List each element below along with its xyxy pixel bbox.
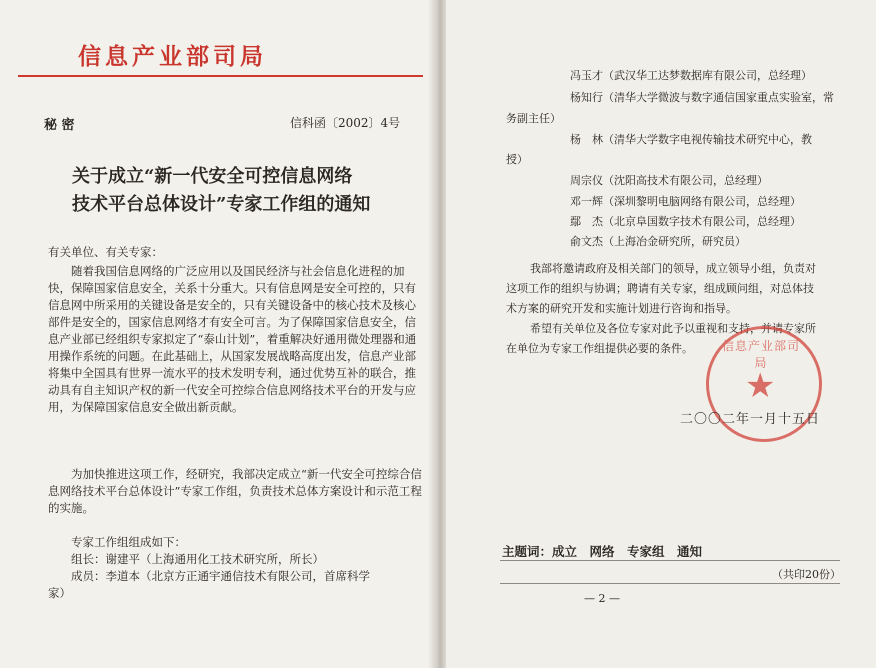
- divider: [500, 583, 840, 584]
- paragraph-3-line: 我部将邀请政府及相关部门的领导，成立领导小组，负责对: [530, 262, 816, 275]
- title-line-2: 技术平台总体设计”专家工作组的通知: [72, 194, 371, 215]
- paragraph-1: 随着我国信息网络的广泛应用以及国民经济与社会信息化进程的加快，保障国家信息安全，关系十分重大。只有信息网是安全可控的，只有信息网中所采用的关键设备是安全的，只有关键设备中的核心技术及核心部件是安全的，国家信息网络才有安全可言。为了保障国家信息安全，信息产业部已经组织专家拟定了“泰山计划”，着重解决好通用微处理器和通用操作系统的问题。在此基础上，从国家发展战略高度出发，信息产业部将集中全国具有世界一流水平的技术发明专利，通过优势互补的联合，推动具有自主知识产权的新一代安全可控综合信息网络技术平台的开发与应用，为保障国家信息安全做出新贡献。: [48, 264, 417, 414]
- salutation: 有关单位、有关专家：: [48, 245, 163, 259]
- secret-marking: 秘 密: [44, 118, 75, 133]
- member-line-cont: 家）: [48, 586, 71, 600]
- divider: [500, 560, 840, 561]
- paragraph-2: 为加快推进这项工作，经研究，我部决定成立“新一代安全可控综合信息网络技术平台总体设计”专家工作组，负责技术总体方案设计和示范工程的实施。: [48, 467, 422, 515]
- document-number: 信科函〔2002〕4号: [290, 116, 401, 130]
- members-intro: 专家工作组组成如下：: [71, 535, 186, 549]
- paragraph-4-line: 在单位为专家工作组提供必要的条件。: [506, 342, 693, 355]
- red-divider: [18, 75, 423, 77]
- member-line: 成员：李道本（北京方正通宇通信技术有限公司，首席科学: [71, 569, 370, 583]
- signature-date: 二〇〇二年一月十五日: [680, 412, 821, 427]
- member-line: 周宗仪（沈阳高技术有限公司，总经理）: [570, 174, 768, 187]
- subject-keywords: 主题词：成立 网络 专家组 通知: [502, 544, 703, 559]
- member-line: 鄢 杰（北京阜国数字技术有限公司，总经理）: [570, 215, 801, 228]
- left-page: [0, 0, 432, 668]
- star-icon: ★: [745, 366, 776, 406]
- page-number: — 2 —: [584, 592, 620, 605]
- member-line-cont: 务副主任）: [506, 112, 561, 125]
- paragraph-4-line: 希望有关单位及各位专家对此予以重视和支持，并请专家所: [530, 322, 816, 335]
- member-line: 冯玉才（武汉华工达梦数据库有限公司，总经理）: [570, 69, 812, 82]
- issuer-header: 信息产业部司局: [78, 43, 267, 70]
- member-line: 邓一辉（深圳黎明电脑网络有限公司，总经理）: [570, 195, 801, 208]
- member-line-cont: 授）: [506, 153, 528, 166]
- paragraph-3-line: 术方案的研究开发和实施计划进行咨询和指导。: [506, 302, 737, 315]
- seal-text: 信息产业部司局: [721, 339, 800, 370]
- member-line: 俞文杰（上海冶金研究所，研究员）: [570, 235, 746, 248]
- member-line: 杨 林（清华大学数字电视传输技术研究中心，教: [570, 133, 812, 146]
- paragraph-3-line: 这项工作的组织与协调；聘请有关专家，组成顾问组，对总体技: [506, 282, 814, 295]
- member-line: 杨知行（清华大学微波与数字通信国家重点实验室，常: [570, 91, 834, 104]
- print-copies: （共印20份）: [772, 568, 841, 581]
- leader-line: 组长：谢建平（上海通用化工技术研究所，所长）: [71, 552, 324, 566]
- title-line-1: 关于成立“新一代安全可控信息网络: [72, 166, 353, 187]
